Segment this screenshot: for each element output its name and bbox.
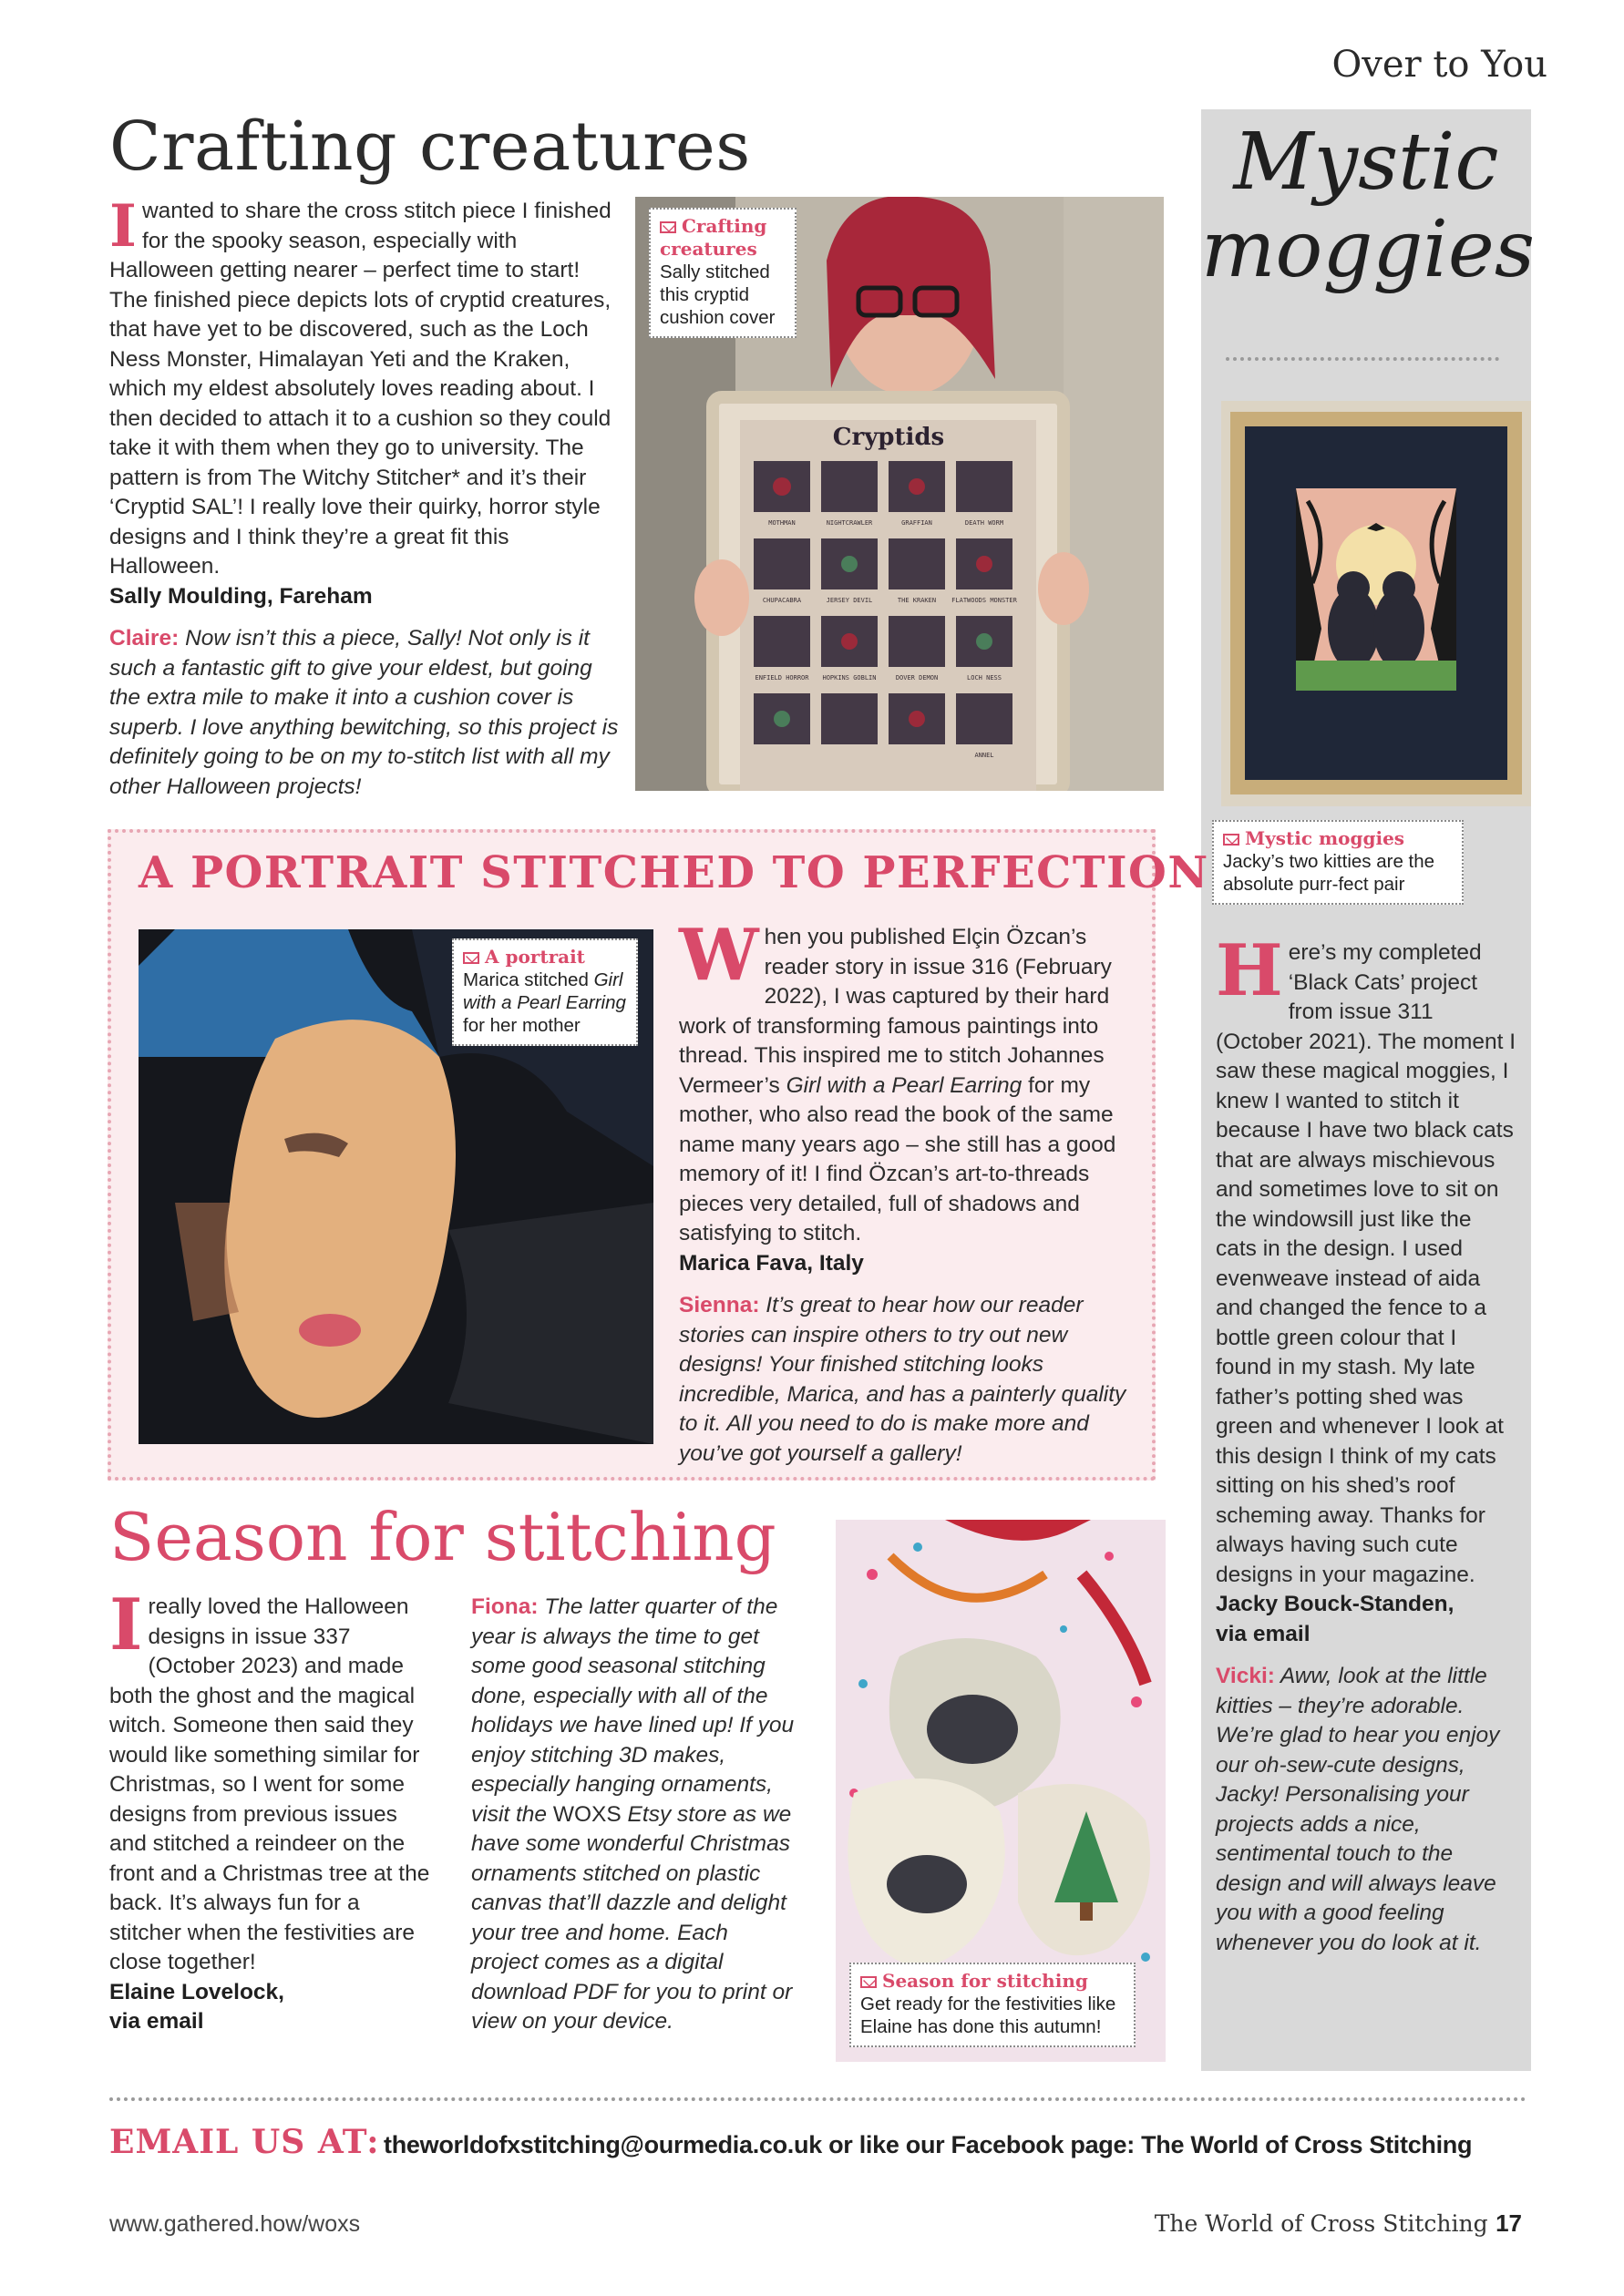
season-reply-text: The latter quarter of the year is always the time to get some good seasonal stitching done, especially with all of the holidays we have lined up! If you enjoy stitching 3D makes, especially hanging ornaments, visit the	[471, 1594, 795, 1827]
season-title: Season for stitching	[109, 1499, 776, 1575]
portrait-body: for my mother, who also read the book of the same name many years ago – she still has a good memory of it! I find Özcan’s art-to-threads pieces very detailed, full of shadows and satisfying to stitch.	[679, 1072, 1116, 1245]
moggies-title-line1: Mystic	[1233, 117, 1499, 208]
moggies-caption	[1212, 820, 1464, 905]
caption-title: Crafting creatures	[660, 215, 767, 260]
sampler-label: CHUPACABRA	[762, 597, 802, 604]
envelope-icon	[860, 1976, 877, 1988]
email-bar	[109, 2123, 1472, 2161]
season-caption	[849, 1963, 1136, 2047]
caption-italic: Girl with a Pearl Earring	[463, 969, 626, 1013]
reply-name: Vicki:	[1216, 1664, 1275, 1688]
email-text[interactable]: theworldofxstitching@ourmedia.co.uk or like our Facebook page: The World of Cross Stitching	[384, 2131, 1473, 2158]
folio	[1155, 2209, 1522, 2238]
envelope-icon	[660, 221, 676, 233]
season-letter	[109, 1584, 433, 2037]
cats-photo-art	[1221, 401, 1531, 806]
portrait-title: A PORTRAIT STITCHED TO PERFECTION	[139, 847, 1209, 898]
season-signature: Elaine Lovelock, via email	[109, 1979, 284, 2034]
moggies-signature: Jacky Bouck-Standen, via email	[1216, 1592, 1454, 1646]
magazine-name: The World of Cross Stitching	[1154, 2210, 1488, 2237]
season-reply-text: Etsy store as we have some wonderful Christmas ornaments stitched on plastic canvas that’ll dazzle and delight your tree and home. Each project comes as a digital download PDF for you to print or view on your device.	[471, 1801, 793, 2034]
reply-name: Fiona:	[471, 1594, 539, 1619]
envelope-icon	[463, 952, 479, 964]
moggies-title-line2: moggies	[1201, 204, 1535, 295]
sampler-label: DEATH WORM	[964, 519, 1004, 527]
sampler-label: JERSEY DEVIL	[826, 597, 873, 604]
season-reply	[471, 1593, 799, 2037]
sampler-label: NIGHTCRAWLER	[826, 519, 873, 527]
sampler-title: Cryptids	[832, 424, 945, 451]
drop-cap: I	[109, 192, 137, 261]
portrait-signature: Marica Fava, Italy	[679, 1250, 864, 1276]
moggies-title	[1201, 117, 1535, 295]
page-number: 17	[1496, 2209, 1522, 2237]
drop-cap: I	[109, 1584, 143, 1666]
caption-text: for her mother	[463, 1015, 581, 1036]
section-title: Over to You	[1331, 44, 1547, 86]
portrait-caption	[452, 938, 638, 1046]
cats-photo	[1221, 401, 1531, 806]
moggies-divider	[1226, 357, 1499, 361]
sampler-label: DOVER DEMON	[895, 674, 939, 682]
portrait-letter	[679, 914, 1135, 1469]
email-label: EMAIL US AT:	[109, 2123, 380, 2161]
portrait-body-italic: Girl with a Pearl Earring	[786, 1072, 1023, 1098]
caption-title: A portrait	[485, 946, 585, 968]
sampler-label: GRAFFIAN	[901, 519, 932, 527]
moggies-letter	[1216, 929, 1516, 1958]
drop-cap: H	[1216, 929, 1283, 1012]
crafting-title: Crafting creatures	[109, 108, 751, 186]
crafting-signature: Sally Moulding, Fareham	[109, 583, 373, 609]
reply-name: Claire:	[109, 626, 180, 651]
website-url[interactable]: www.gathered.how/woxs	[109, 2211, 361, 2237]
crafting-body: wanted to share the cross stitch piece I finished for the spooky season, especially with Halloween getting nearer – perfect time to start! The finished piece depicts lots of cryptid creatures, that have yet to be discovered, such as the Loch Ness Monster, Himalayan Yeti and the Kraken, which my eldest absolutely loves reading about. I then decided to attach it to a cushion so they could take it with them when they go to university. The pattern is from The Witchy Stitcher* and it’s their ‘Cryptid SAL’! I really love their quirky, horror style designs and I think they’re a great fit this Halloween.	[109, 199, 612, 579]
sampler-label: ENFIELD HORROR	[755, 674, 809, 682]
caption-title: Mystic moggies	[1245, 827, 1405, 849]
sampler-label: MOTHMAN	[768, 519, 796, 527]
envelope-icon	[1223, 834, 1239, 846]
footer-divider	[109, 2097, 1526, 2101]
sampler-label: FLATWOODS MONSTER	[951, 597, 1017, 604]
sampler-label: HOPKINS GOBLIN	[822, 674, 877, 682]
sampler-label: THE KRAKEN	[897, 597, 937, 604]
caption-text: Marica stitched	[463, 969, 594, 990]
drop-cap: W	[679, 914, 759, 997]
crafting-caption	[649, 208, 797, 338]
moggies-reply: Aww, look at the little kitties – they’re adorable. We’re glad to hear you enjoy our oh-sew-cute designs, Jacky! Personalising your projects adds a nice, sentimental touch to the design and will always leave you with a good feeling whenever you do look at it.	[1216, 1664, 1500, 1955]
caption-text: Jacky’s two kitties are the absolute purr-fect pair	[1223, 851, 1435, 895]
caption-text: Get ready for the festivities like Elaine has done this autumn!	[860, 1994, 1116, 2037]
moggies-body: ere’s my completed ‘Black Cats’ project from issue 311 (October 2021). The moment I saw these magical moggies, I knew I wanted to stitch it because I have two black cats that are always mischievous and sometimes love to sit on the windowsill just like the cats in the design. I used evenweave instead of aida and changed the fence to a bottle green colour that I found in my stash. My late father’s potting shed was green and whenever I look at this design I think of my cats sitting on his shed’s roof scheming away. Thanks for always having such cute designs in your magazine.	[1216, 940, 1516, 1587]
caption-text: Sally stitched this cryptid cushion cover	[660, 261, 776, 328]
portrait-reply: It’s great to hear how our reader stories can inspire others to try out new designs! Your finished stitching looks incredible, Marica, and has a painterly quality to it. All you need to do is make more and you’ve got yourself a gallery!	[679, 1293, 1126, 1466]
crafting-reply: Now isn’t this a piece, Sally! Not only is it such a fantastic gift to give your eldest, but going the extra mile to make it into a cushion cover is superb. I love anything bewitching, so this project is definitely going to be on my to-stitch list with all my other Halloween projects!	[109, 626, 619, 799]
season-reply-plain: WOXS	[552, 1801, 622, 1827]
portrait-body: hen you published Elçin Özcan’s reader story in issue 316 (February 2022), I was captured by their hard work of transforming famous paintings into thread. This inspired me to stitch Johannes Vermeer’s	[679, 925, 1112, 1098]
sampler-label: LOCH NESS	[967, 674, 1002, 682]
caption-title: Season for stitching	[882, 1970, 1088, 1992]
reply-name: Sienna:	[679, 1293, 760, 1317]
sampler-label: ANNEL	[974, 752, 994, 759]
crafting-letter	[109, 192, 620, 802]
season-body: really loved the Halloween designs in issue 337 (October 2023) and made both the ghost and the magical witch. Someone then said they would like something similar for Christmas, so I went for some designs from previous issues and stitched a reindeer on the front and a Christmas tree at the back. It’s always fun for a stitcher when the festivities are close together!	[109, 1594, 430, 1974]
